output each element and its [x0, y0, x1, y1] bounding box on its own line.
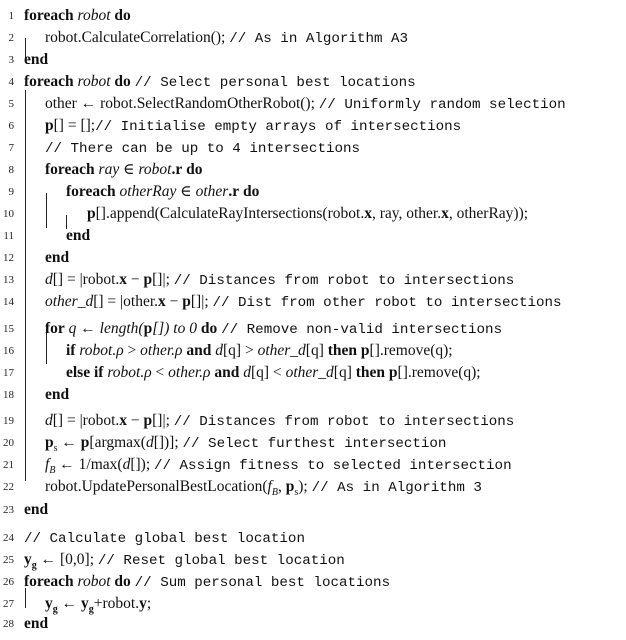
keyword: and: [186, 342, 212, 359]
subscript: B: [49, 465, 56, 477]
subscript: B: [271, 487, 278, 499]
statement: ← [0,0];: [36, 551, 95, 568]
keyword: end: [45, 386, 70, 403]
line-number: 27: [3, 598, 14, 610]
keyword: foreach: [24, 7, 74, 24]
statement: robot.UpdatePersonalBestLocation(: [45, 478, 268, 495]
statement: other ← robot.SelectRandomOtherRobot();: [45, 95, 315, 112]
line-number: 22: [3, 481, 14, 493]
vector: p: [143, 271, 153, 288]
keyword: end: [24, 615, 49, 632]
operator: −: [165, 293, 183, 310]
operator: ←: [57, 595, 81, 612]
line-number: 19: [3, 415, 14, 427]
variable: ray: [98, 161, 120, 178]
line-number: 2: [8, 32, 14, 44]
keyword: then: [327, 342, 358, 359]
variable: f: [45, 456, 50, 473]
vector: y: [24, 551, 32, 568]
line-number: 6: [8, 120, 14, 132]
variable: d: [45, 271, 53, 288]
comment: // Initialise empty arrays of intersections: [95, 119, 462, 135]
line-number: 11: [3, 230, 14, 242]
variable: otherRay: [119, 183, 177, 200]
keyword: foreach: [24, 73, 74, 90]
variable: d: [145, 434, 154, 451]
variable: f: [267, 478, 272, 495]
operator: −: [127, 412, 144, 429]
variable: robot.ρ: [79, 342, 124, 359]
vector: p: [388, 364, 398, 381]
operator: ∈: [119, 161, 139, 178]
vector: y: [139, 595, 147, 612]
operator: ←: [76, 320, 100, 337]
vector: p: [45, 434, 54, 451]
line-number: 21: [3, 459, 14, 471]
vector: .r: [228, 183, 240, 200]
variable: d: [215, 342, 223, 359]
line-number: 13: [3, 274, 14, 286]
line-number: 3: [8, 54, 14, 66]
operator: −: [127, 271, 144, 288]
comment: // Select furthest intersection: [182, 436, 447, 452]
comment: // As in Algorithm 3: [311, 480, 482, 496]
statement: ;: [146, 595, 152, 612]
variable: d: [243, 364, 251, 381]
range: []) to 0: [152, 320, 197, 337]
subscript: s: [294, 487, 299, 499]
operator: [q] >: [223, 342, 258, 359]
keyword: foreach: [45, 161, 95, 178]
vector: .r: [171, 161, 183, 178]
variable: robot: [77, 73, 111, 90]
statement: [])];: [153, 434, 179, 451]
variable: q: [68, 320, 77, 337]
statement: []|;: [152, 271, 170, 288]
operator: ∈: [176, 183, 196, 200]
line-number: 8: [8, 164, 14, 176]
vector: x: [119, 412, 128, 429]
keyword: end: [24, 501, 49, 518]
variable: other_d: [285, 364, 334, 381]
line-number: 10: [3, 208, 14, 220]
variable: other.ρ: [168, 364, 211, 381]
comment: // Reset global best location: [97, 553, 345, 569]
comment: // Remove non-valid intersections: [221, 322, 503, 338]
statement: robot.CalculateCorrelation();: [45, 29, 226, 46]
keyword: else if: [66, 364, 104, 381]
keyword: end: [45, 249, 70, 266]
statement: [].remove(q);: [397, 364, 481, 381]
line-number: 20: [3, 437, 14, 449]
variable: robot: [77, 7, 111, 24]
comment: // Dist from other robot to intersections: [212, 295, 562, 311]
vector: p: [143, 320, 153, 337]
variable: robot.ρ: [107, 364, 152, 381]
comment: // Assign fitness to selected intersection: [154, 458, 512, 474]
line-number: 15: [3, 323, 14, 335]
vector: y: [45, 595, 53, 612]
vector: x: [119, 271, 128, 288]
comment: // Sum personal best locations: [134, 575, 391, 591]
vector: x: [158, 293, 166, 310]
statement: [q]: [305, 342, 324, 359]
line-number: 26: [3, 576, 14, 588]
variable: other: [195, 183, 229, 200]
subscript: s: [53, 443, 58, 455]
comment: // As in Algorithm A3: [229, 31, 409, 47]
line-number: 28: [3, 618, 14, 630]
function: length(: [99, 320, 144, 337]
comment: // Calculate global best location: [24, 531, 305, 547]
statement: [q]: [333, 364, 352, 381]
variable: d: [122, 456, 131, 473]
keyword: for: [45, 320, 65, 337]
statement: , otherRay));: [448, 205, 529, 222]
operator: <: [151, 364, 169, 381]
operator: [q] <: [250, 364, 286, 381]
subscript: g: [88, 604, 94, 616]
line-number: 25: [3, 554, 14, 566]
keyword: do: [186, 161, 203, 178]
statement: [argmax(: [89, 434, 146, 451]
vector: p: [45, 117, 54, 134]
keyword: do: [114, 7, 131, 24]
line-number: 5: [8, 98, 14, 110]
line-number: 7: [8, 142, 14, 154]
indent-guide: [25, 90, 26, 481]
vector: p: [80, 434, 90, 451]
line-number: 4: [8, 76, 14, 88]
subscript: g: [52, 604, 58, 616]
line-number: 23: [3, 504, 14, 516]
variable: other.ρ: [140, 342, 183, 359]
vector: p: [87, 205, 96, 222]
statement: [] = |other.: [93, 293, 159, 310]
vector: p: [285, 478, 295, 495]
line-number: 24: [3, 532, 14, 544]
keyword: then: [355, 364, 386, 381]
line-number: 12: [3, 252, 14, 264]
statement: [].remove(q);: [369, 342, 453, 359]
statement: );: [298, 478, 308, 495]
vector: p: [143, 412, 153, 429]
statement: ,: [277, 478, 286, 495]
statement: +robot.: [93, 595, 140, 612]
statement: [] = |robot.: [52, 412, 120, 429]
indent-guide: [46, 193, 47, 228]
statement: [] = [];: [53, 117, 96, 134]
variable: d: [45, 412, 53, 429]
statement: ← 1/max(: [55, 456, 123, 473]
vector: x: [441, 205, 449, 222]
comment: // Select personal best locations: [134, 75, 416, 91]
statement: , ray, other.: [371, 205, 442, 222]
vector: p: [360, 342, 370, 359]
keyword: do: [114, 73, 131, 90]
variable: other_d: [45, 293, 94, 310]
line-number: 17: [3, 367, 14, 379]
keyword: do: [242, 183, 260, 200]
vector: y: [81, 595, 89, 612]
subscript: g: [31, 560, 37, 572]
statement: []);: [130, 456, 151, 473]
statement: []|;: [190, 293, 209, 310]
line-number: 1: [8, 10, 14, 22]
statement: [] = |robot.: [52, 271, 120, 288]
operator: ←: [57, 434, 81, 451]
comment: // Uniformly random selection: [318, 97, 566, 113]
keyword: foreach: [24, 573, 74, 590]
keyword: and: [214, 364, 240, 381]
comment: // Distances from robot to intersections: [173, 414, 515, 430]
keyword: do: [200, 320, 218, 337]
operator: >: [123, 342, 141, 359]
statement: [].append(CalculateRayIntersections(robot.: [95, 205, 365, 222]
variable: robot: [138, 161, 172, 178]
keyword: end: [24, 51, 49, 68]
vector: x: [364, 205, 372, 222]
line-number: 18: [3, 389, 14, 401]
keyword: end: [66, 227, 91, 244]
variable: robot: [77, 573, 111, 590]
keyword: do: [114, 573, 131, 590]
keyword: if: [66, 342, 76, 359]
variable: other_d: [257, 342, 306, 359]
comment: // There can be up to 4 intersections: [45, 141, 361, 157]
vector: p: [182, 293, 191, 310]
keyword: foreach: [66, 183, 116, 200]
line-number: 9: [8, 186, 14, 198]
statement: []|;: [152, 412, 170, 429]
comment: // Distances from robot to intersections: [173, 273, 515, 289]
line-number: 14: [3, 296, 14, 308]
line-number: 16: [3, 345, 14, 357]
